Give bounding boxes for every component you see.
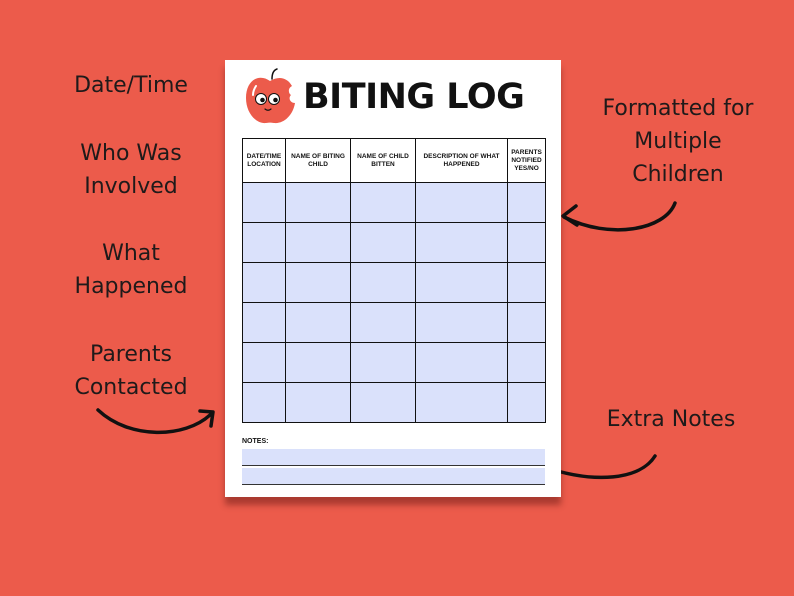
- callout-date-time: [58, 69, 204, 102]
- table-cell[interactable]: [508, 343, 546, 383]
- table-cell[interactable]: [416, 223, 508, 263]
- table-cell[interactable]: [351, 223, 416, 263]
- table-cell[interactable]: [508, 263, 546, 303]
- callout-line: Multiple: [634, 129, 722, 154]
- callout-what-happened: [58, 237, 204, 303]
- apple-bite-icon: [243, 66, 297, 126]
- column-header-child-bitten: NAME OF CHILD BITTEN: [351, 139, 416, 183]
- callout-line: Extra Notes: [606, 407, 736, 432]
- table-cell[interactable]: [286, 223, 351, 263]
- table-row: [243, 183, 546, 223]
- table-cell[interactable]: [508, 383, 546, 423]
- notes-line[interactable]: [242, 468, 545, 485]
- table-cell[interactable]: [286, 183, 351, 223]
- callout-line: Parents: [90, 342, 172, 367]
- table-cell[interactable]: [286, 303, 351, 343]
- table-row: [243, 223, 546, 263]
- table-cell[interactable]: [243, 263, 286, 303]
- table-row: [243, 303, 546, 343]
- callout-line: Happened: [74, 274, 188, 299]
- table-cell[interactable]: [416, 343, 508, 383]
- biting-log-table: [242, 138, 546, 423]
- table-cell[interactable]: [351, 183, 416, 223]
- curved-arrow-icon: [555, 195, 685, 245]
- table-cell[interactable]: [416, 183, 508, 223]
- table-cell[interactable]: [508, 303, 546, 343]
- callout-formatted-multiple-children: [578, 92, 778, 191]
- table-cell[interactable]: [243, 183, 286, 223]
- table-header-row: [243, 139, 546, 183]
- table-cell[interactable]: [416, 303, 508, 343]
- table-cell[interactable]: [351, 383, 416, 423]
- table-row: [243, 343, 546, 383]
- callout-line: What: [102, 241, 160, 266]
- biting-log-sheet: [225, 60, 561, 497]
- callout-line: Formatted for: [602, 96, 754, 121]
- table-body: [243, 183, 546, 423]
- table-cell[interactable]: [416, 263, 508, 303]
- table-cell[interactable]: [351, 303, 416, 343]
- table-cell[interactable]: [351, 343, 416, 383]
- table-cell[interactable]: [286, 383, 351, 423]
- table-cell[interactable]: [243, 223, 286, 263]
- callout-line: Children: [632, 162, 724, 187]
- table-cell[interactable]: [286, 263, 351, 303]
- curved-arrow-icon: [90, 395, 230, 445]
- column-header-parents-notified: PARENTS NOTIFIED YES/NO: [508, 139, 546, 183]
- table-cell[interactable]: [508, 223, 546, 263]
- table-cell[interactable]: [351, 263, 416, 303]
- column-header-date-time-location: DATE/TIME LOCATION: [243, 139, 286, 183]
- column-header-biting-child: NAME OF BITING CHILD: [286, 139, 351, 183]
- callout-who-was-involved: [58, 137, 204, 203]
- column-header-description: DESCRIPTION OF WHAT HAPPENED: [416, 139, 508, 183]
- table-cell[interactable]: [286, 343, 351, 383]
- callout-extra-notes: [588, 403, 754, 436]
- callout-line: Who Was: [80, 141, 182, 166]
- table-cell[interactable]: [508, 183, 546, 223]
- table-cell[interactable]: [243, 343, 286, 383]
- table-row: [243, 263, 546, 303]
- notes-label: NOTES:: [242, 438, 269, 445]
- table-cell[interactable]: [243, 383, 286, 423]
- page-title: BITING LOG: [303, 77, 525, 117]
- notes-line[interactable]: [242, 449, 545, 466]
- table-cell[interactable]: [416, 383, 508, 423]
- callout-line: Date/Time: [74, 73, 188, 98]
- callout-line: Contacted: [74, 375, 188, 400]
- table-cell[interactable]: [243, 303, 286, 343]
- table-row: [243, 383, 546, 423]
- callout-line: Involved: [84, 174, 178, 199]
